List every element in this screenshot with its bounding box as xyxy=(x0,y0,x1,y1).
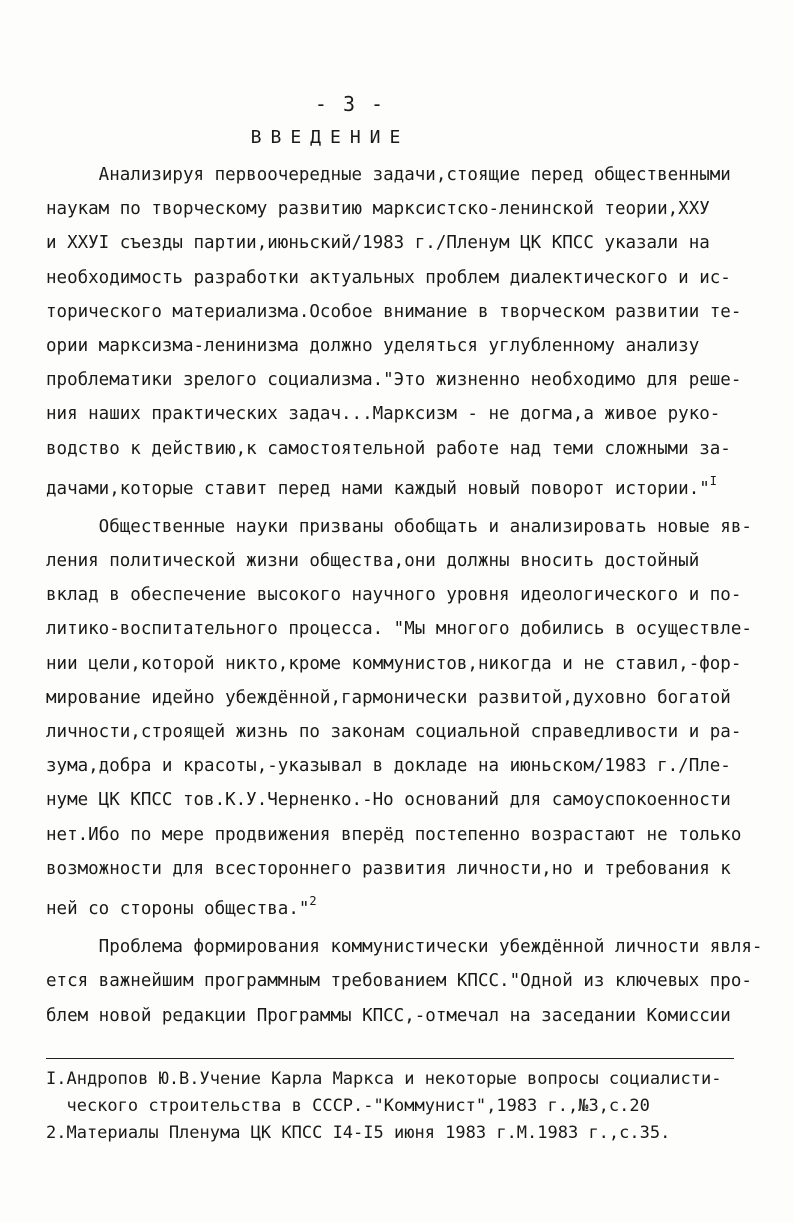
text-line: водство к действию,к самостоятельной работе над теми сложными за- xyxy=(46,438,731,459)
text-line: Проблема формирования коммунистически убеждённой личности явля- xyxy=(46,937,763,958)
paragraph-gap xyxy=(46,500,758,510)
section-heading: ВВЕДЕНИЕ xyxy=(250,127,410,148)
paragraph-gap xyxy=(46,920,758,930)
text-line: торического материализма.Особое внимание в творческом развитии те- xyxy=(46,301,742,322)
text-line: нии цели,которой никто,кроме коммунистов,никогда и не ставил,-фор- xyxy=(46,653,742,674)
text-line: ории марксизма-ленинизма должно уделяться углубленному анализу xyxy=(46,335,700,356)
text-line: литико-воспитательного процесса. "Мы многого добились в осуществле- xyxy=(46,619,752,640)
text-line: ления политической жизни общества,они должны вносить достойный xyxy=(46,551,700,572)
text-line: проблематики зрелого социализма."Это жизненно необходимо для реше- xyxy=(46,370,742,391)
text-line: возможности для всестороннего развития личности,но и требования к xyxy=(46,858,731,879)
text-line xyxy=(46,886,758,920)
text-line: зума,добра и красоты,-указывал в докладе на июньском/1983 г./Пле- xyxy=(46,756,731,777)
body-text xyxy=(46,158,763,1033)
text-line: блем новой редакции Программы КПСС,-отмечал на заседании Комиссии xyxy=(46,1005,731,1026)
page-number: - 3 - xyxy=(314,92,386,116)
text-line: нет.Ибо по мере продвижения вперёд постепенно возрастают не только xyxy=(46,824,742,845)
text-line: Анализируя первоочередные задачи,стоящие перед общественными xyxy=(46,165,731,185)
text-line: и XXУI съезды партии,июньский/1983 г./Пленум ЦК КПСС указали на xyxy=(46,233,710,254)
text-line: ется важнейшим программным требованием КПСС."Одной из ключевых про- xyxy=(46,971,752,992)
text-line: ния наших практических задач...Марксизм - не догма,а живое руко- xyxy=(46,404,721,425)
text-line xyxy=(46,466,758,500)
text-line: наукам по творческому развитию марксистско-ленинской теории,XXУ xyxy=(46,199,710,220)
text-line-content: ней со стороны общества." xyxy=(46,898,310,919)
text-line: личности,строящей жизнь по законам социальной справедливости и ра- xyxy=(46,722,742,742)
text-line-content: дачами,которые ставит перед нами каждый новый поворот истории." xyxy=(46,478,710,499)
text-line: Общественные науки призваны обобщать и анализировать новые яв- xyxy=(46,516,752,537)
footnote-mark: 2 xyxy=(309,893,317,908)
footnote-line: 2.Материалы Пленума ЦК КПСС I4-I5 июня 1983 г.М.1983 г.,с.35. xyxy=(46,1123,671,1143)
text-line: вклад в обеспечение высокого научного уровня идеологического и по- xyxy=(46,585,742,606)
footnotes xyxy=(46,1066,758,1147)
text-line: нуме ЦК КПСС тов.К.У.Черненко.-Но оснований для самоуспокоенности xyxy=(46,790,731,811)
text-line: необходимость разработки актуальных проблем диалектического и ис- xyxy=(46,267,731,288)
footnote-divider xyxy=(46,1058,734,1059)
footnote-mark: I xyxy=(709,473,717,488)
text-line: мирование идейно убеждённой,гармонически развитой,духовно богатой xyxy=(46,687,731,708)
footnote-line: ческого строительства в СССР.-"Коммунист",1983 г.,№3,с.20 xyxy=(46,1096,650,1116)
footnote-line: I.Андропов Ю.В.Учение Карла Маркса и некоторые вопросы социалисти- xyxy=(46,1069,722,1089)
